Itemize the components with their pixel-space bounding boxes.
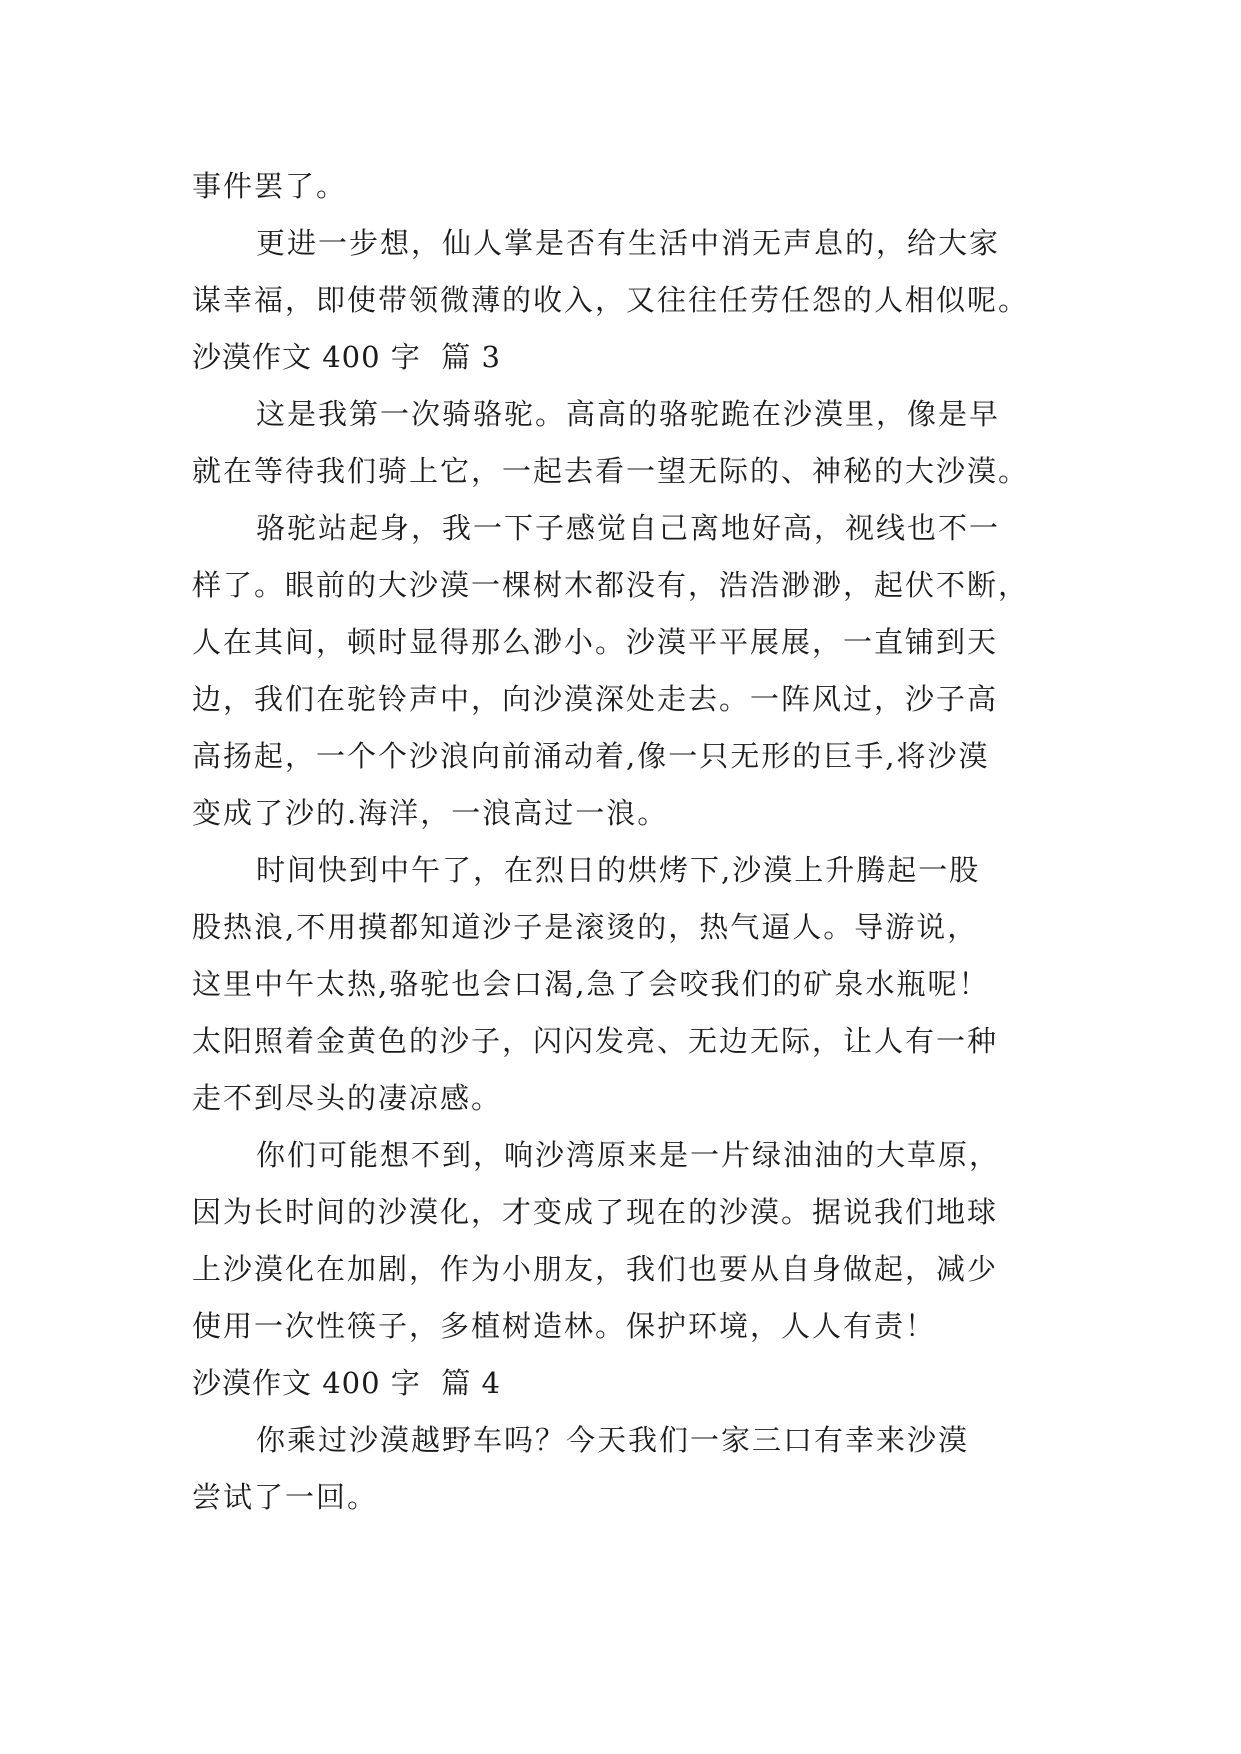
paragraph-first-line: 你乘过沙漠越野车吗？今天我们一家三口有幸来沙漠 bbox=[256, 1423, 970, 1457]
paragraph-first-line: 这是我第一次骑骆驼。高高的骆驼跪在沙漠里，像是早 bbox=[256, 397, 1001, 431]
text-line: 变成了沙的.海洋，一浪高过一浪。 bbox=[192, 796, 669, 830]
text-line: 上沙漠化在加剧，作为小朋友，我们也要从自身做起，减少 bbox=[192, 1252, 999, 1286]
text-line: 谋幸福，即使带领微薄的收入，又往往任劳任怨的人相似呢。 bbox=[192, 283, 1030, 317]
text-line: 边，我们在驼铃声中，向沙漠深处走去。一阵风过，沙子高 bbox=[192, 682, 999, 716]
section-heading: 沙漠作文 400 字 篇 3 bbox=[192, 340, 501, 374]
text-line: 样了。眼前的大沙漠一棵树木都没有，浩浩渺渺，起伏不断， bbox=[192, 568, 1030, 602]
text-line: 人在其间，顿时显得那么渺小。沙漠平平展展，一直铺到天 bbox=[192, 625, 999, 659]
paragraph-first-line: 骆驼站起身，我一下子感觉自己离地好高，视线也不一 bbox=[256, 511, 1001, 545]
section-heading: 沙漠作文 400 字 篇 4 bbox=[192, 1366, 501, 1400]
text-line: 事件罢了。 bbox=[192, 169, 348, 203]
text-line: 股热浪,不用摸都知道沙子是滚烫的，热气逼人。导游说， bbox=[192, 910, 979, 944]
document-body bbox=[192, 158, 1052, 1526]
text-line: 使用一次性筷子，多植树造林。保护环境，人人有责！ bbox=[192, 1309, 937, 1343]
text-line: 因为长时间的沙漠化，才变成了现在的沙漠。据说我们地球 bbox=[192, 1195, 999, 1229]
paragraph-first-line: 你们可能想不到，响沙湾原来是一片绿油油的大草原， bbox=[256, 1138, 1001, 1172]
paragraph-first-line: 更进一步想，仙人掌是否有生活中消无声息的，给大家 bbox=[256, 226, 1001, 260]
text-line: 这里中午太热,骆驼也会口渴,急了会咬我们的矿泉水瓶呢！ bbox=[192, 967, 990, 1001]
text-line: 高扬起，一个个沙浪向前涌动着,像一只无形的巨手,将沙漠 bbox=[192, 739, 990, 773]
text-line: 就在等待我们骑上它，一起去看一望无际的、神秘的大沙漠。 bbox=[192, 454, 1030, 488]
text-line: 太阳照着金黄色的沙子，闪闪发亮、无边无际，让人有一种 bbox=[192, 1024, 999, 1058]
paragraph-first-line: 时间快到中午了，在烈日的烘烤下,沙漠上升腾起一股 bbox=[256, 853, 981, 887]
text-line: 尝试了一回。 bbox=[192, 1480, 379, 1514]
text-line: 走不到尽头的凄凉感。 bbox=[192, 1081, 503, 1115]
